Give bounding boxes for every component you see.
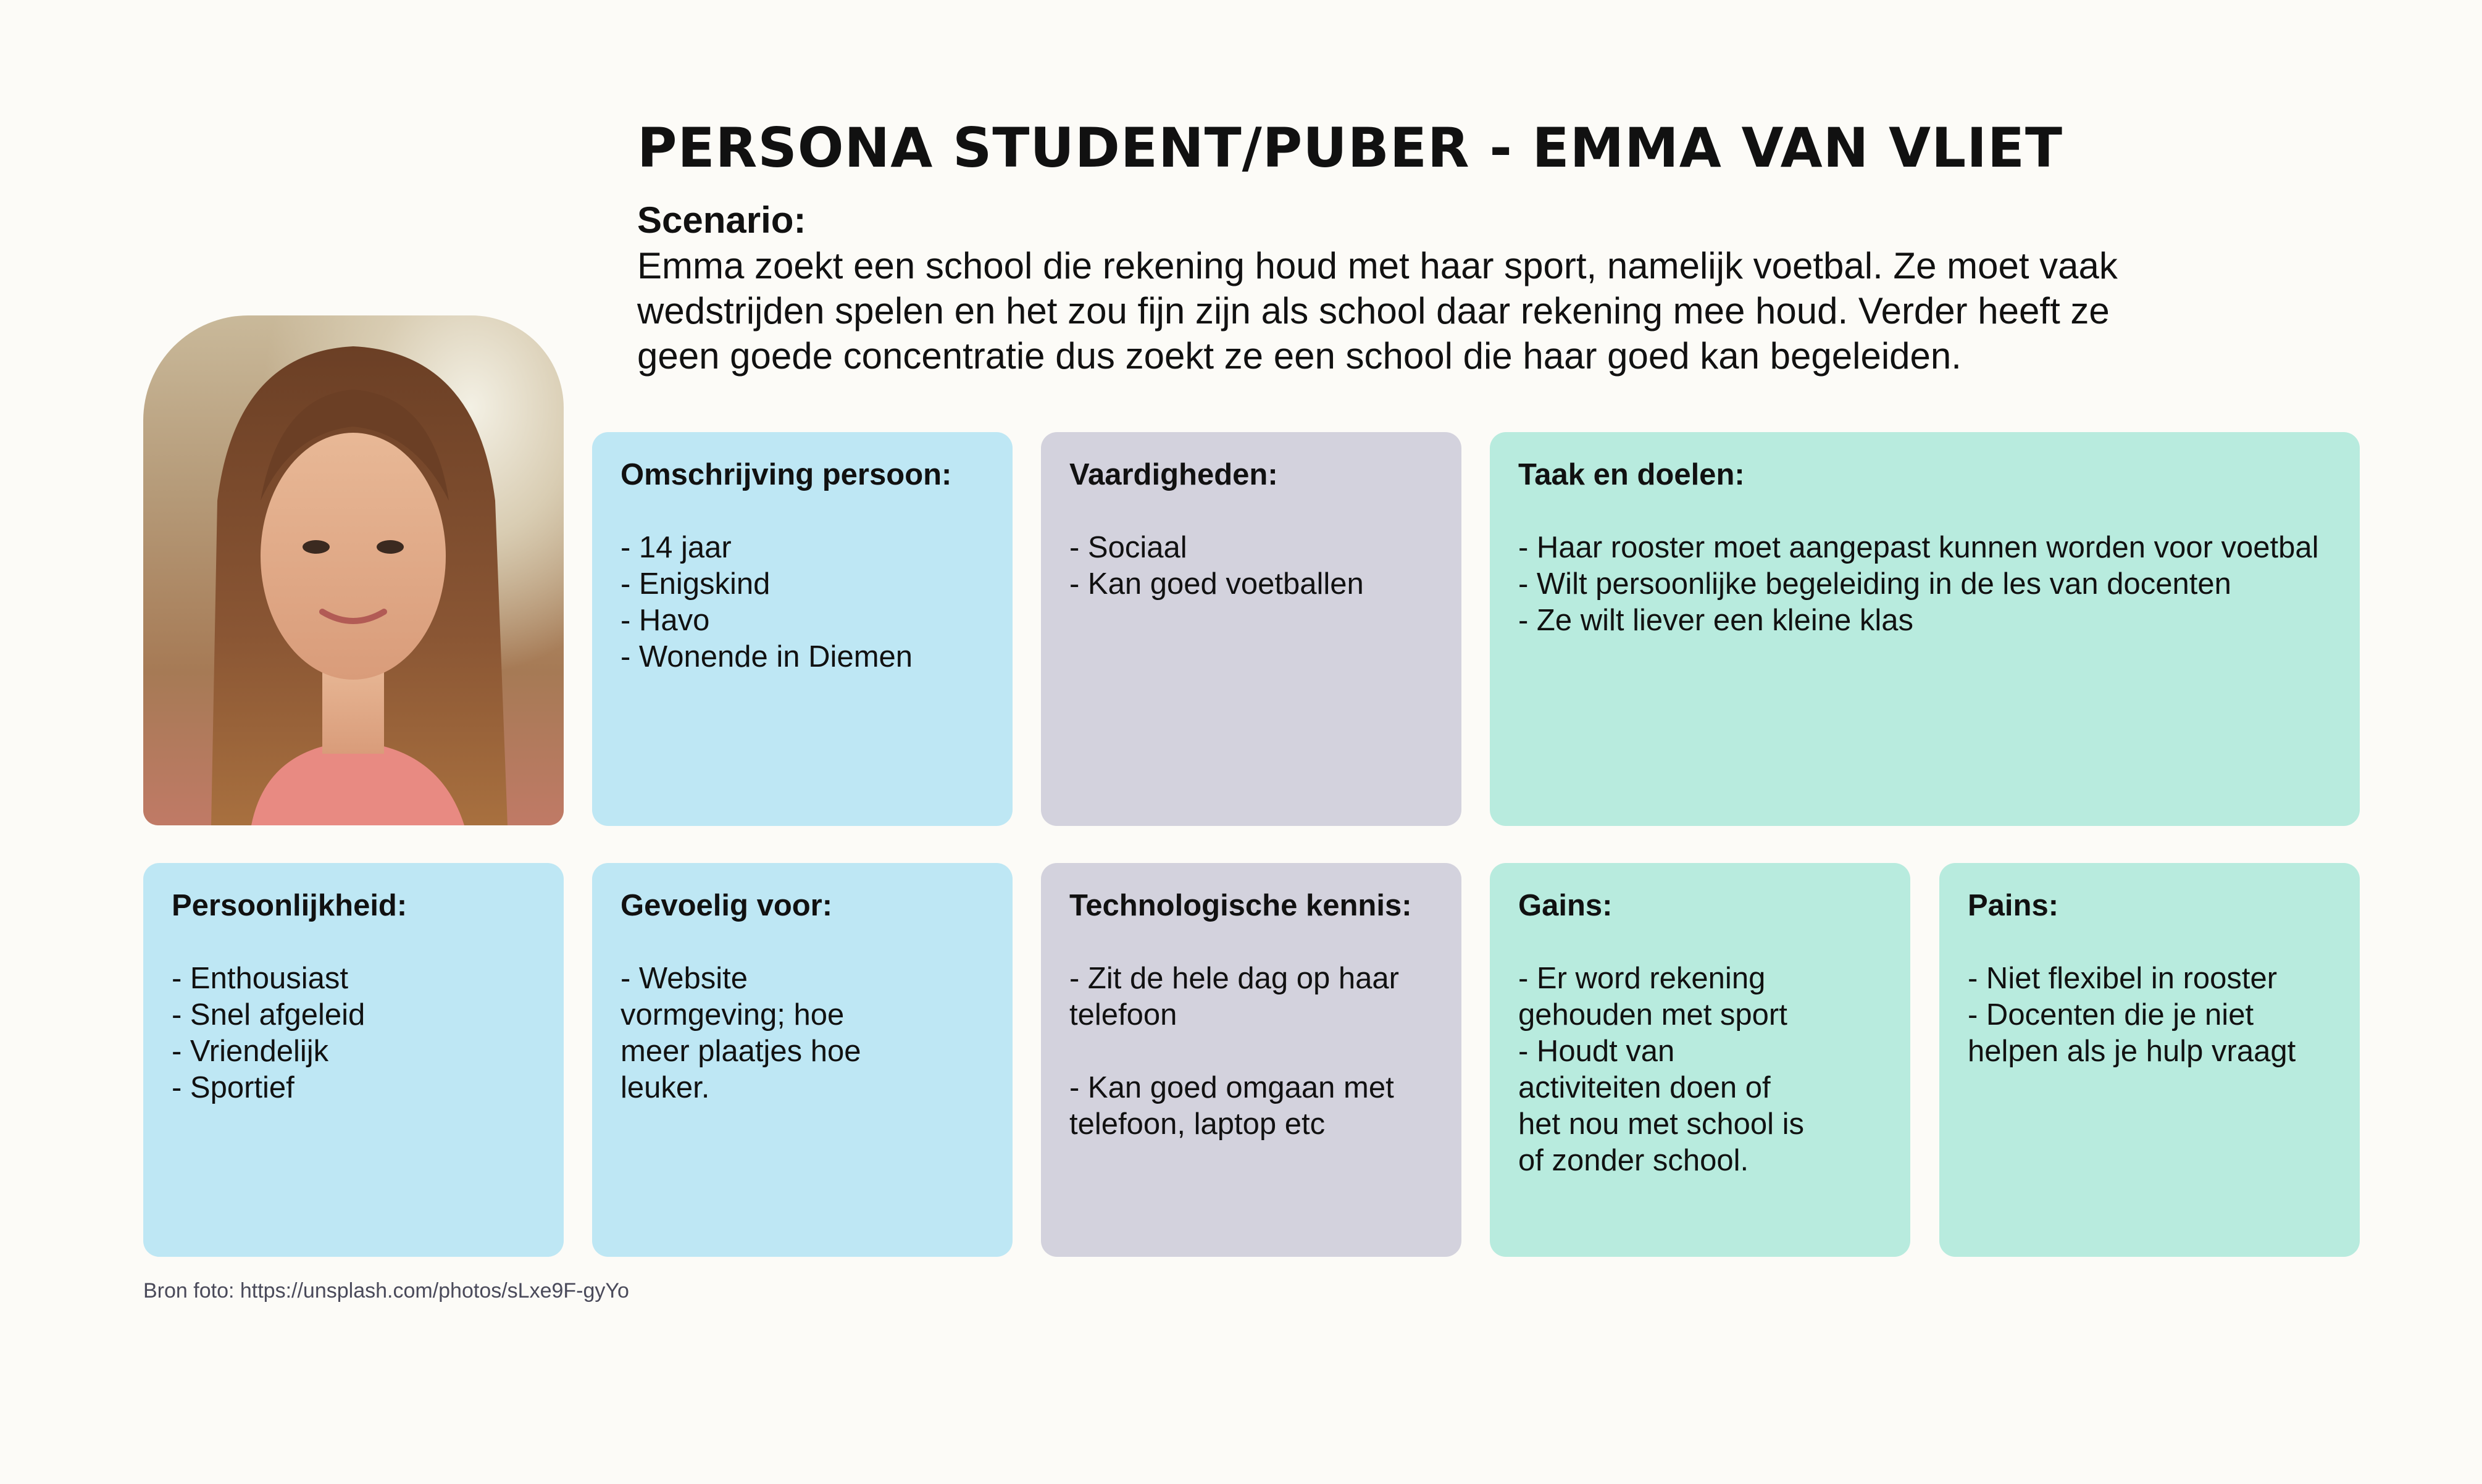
card-spacer xyxy=(1069,1033,1433,1070)
card-line: - Zit de hele dag op haar xyxy=(1069,962,1399,995)
card-gevoelig-voor xyxy=(592,863,1013,1257)
card-taak-en-doelen xyxy=(1490,432,2360,826)
card-pains xyxy=(1939,863,2360,1257)
photo-source-credit: Bron foto: https://unsplash.com/photos/sLxe9F-gyYo xyxy=(143,1279,629,1303)
card-line: - Kan goed omgaan met xyxy=(1069,1071,1394,1104)
card-line: - Kan goed voetballen xyxy=(1069,567,1364,601)
card-title: Persoonlijkheid: xyxy=(172,889,407,922)
card-line: leuker. xyxy=(620,1071,710,1104)
card-line: - Houdt van xyxy=(1518,1035,1675,1068)
page-title: PERSONA STUDENT/PUBER - EMMA VAN VLIET xyxy=(637,116,2063,180)
card-line: - Niet flexibel in rooster xyxy=(1968,962,2278,995)
card-line: activiteiten doen of xyxy=(1518,1071,1771,1104)
card-gains xyxy=(1490,863,1910,1257)
card-technologische-kennis xyxy=(1041,863,1461,1257)
card-line: - Ze wilt liever een kleine klas xyxy=(1518,604,1913,637)
card-line: - Enigskind xyxy=(620,567,771,601)
persona-photo xyxy=(143,315,564,825)
card-line: - Havo xyxy=(620,604,710,637)
card-title: Gevoelig voor: xyxy=(620,889,833,922)
card-line: - Er word rekening xyxy=(1518,962,1766,995)
card-line: - Enthousiast xyxy=(172,962,348,995)
scenario-label: Scenario: xyxy=(637,199,806,241)
card-line: - 14 jaar xyxy=(620,531,732,564)
card-line: of zonder school. xyxy=(1518,1144,1749,1177)
card-line: het nou met school is xyxy=(1518,1107,1805,1141)
card-line: meer plaatjes hoe xyxy=(620,1035,861,1068)
card-line: - Snel afgeleid xyxy=(172,998,366,1032)
card-line: - Docenten die je niet xyxy=(1968,998,2254,1032)
card-persoonlijkheid xyxy=(143,863,564,1257)
card-title: Gains: xyxy=(1518,889,1613,922)
card-line: - Haar rooster moet aangepast kunnen worden voor voetbal xyxy=(1518,531,2319,564)
card-title: Taak en doelen: xyxy=(1518,458,1745,491)
scenario-text: Emma zoekt een school die rekening houd met haar sport, namelijk voetbal. Ze moet vaak wedstrijden spelen en het zou fijn zijn als school daar rekening mee houd. Verder heeft ze geen goede concentratie dus zoekt ze een school die haar goed kan begeleiden. xyxy=(637,245,2118,377)
card-line: vormgeving; hoe xyxy=(620,998,845,1032)
card-vaardigheden xyxy=(1041,432,1461,826)
card-line: - Sportief xyxy=(172,1071,295,1104)
card-title: Pains: xyxy=(1968,889,2059,922)
card-line: telefoon xyxy=(1069,998,1177,1032)
card-title: Technologische kennis: xyxy=(1069,889,1412,922)
card-line: helpen als je hulp vraagt xyxy=(1968,1035,2296,1068)
card-title: Omschrijving persoon: xyxy=(620,458,952,491)
card-line: - Sociaal xyxy=(1069,531,1187,564)
card-line: gehouden met sport xyxy=(1518,998,1787,1032)
card-line: - Website xyxy=(620,962,748,995)
card-line: - Wonende in Diemen xyxy=(620,640,913,673)
card-line: - Wilt persoonlijke begeleiding in de les van docenten xyxy=(1518,567,2231,601)
card-line: telefoon, laptop etc xyxy=(1069,1107,1326,1141)
card-line: - Vriendelijk xyxy=(172,1035,329,1068)
card-omschrijving-persoon xyxy=(592,432,1013,826)
persona-portrait-image xyxy=(143,315,564,825)
card-title: Vaardigheden: xyxy=(1069,458,1278,491)
